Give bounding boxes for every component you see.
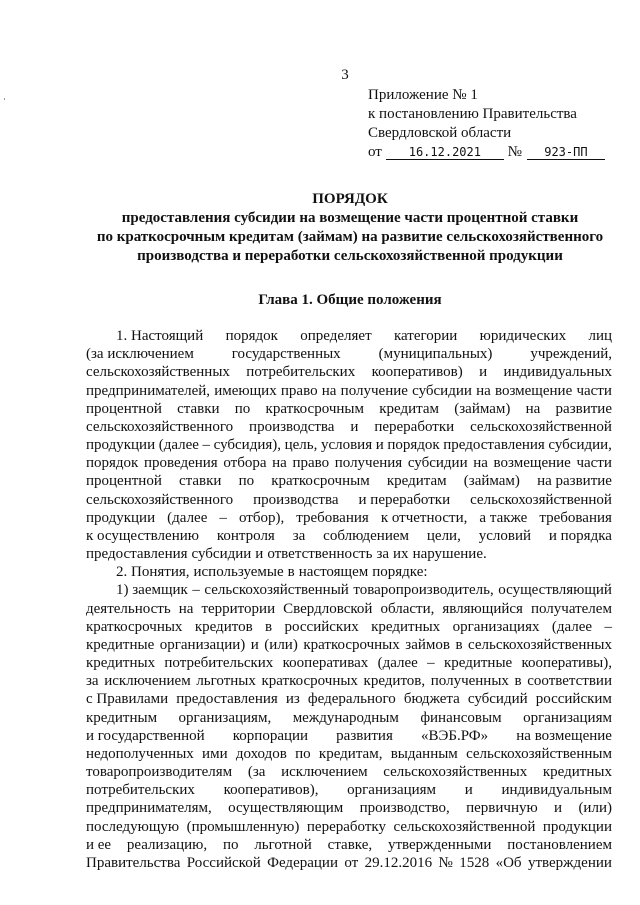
word: нарушение. <box>412 546 487 563</box>
word: 1. Настоящий <box>116 328 204 344</box>
word: субсидии, <box>548 437 612 454</box>
word: учреждений, <box>530 346 612 363</box>
word: порядок <box>86 455 139 472</box>
body-text <box>86 327 612 872</box>
text-line <box>86 400 612 418</box>
word: переработку <box>306 818 386 835</box>
word: (за исключением <box>86 346 194 363</box>
text-line <box>86 763 612 781</box>
word: получения <box>334 455 403 472</box>
word: части <box>576 382 612 399</box>
word: предоставления <box>443 437 545 454</box>
word: и <box>464 782 473 799</box>
word: кредитам <box>379 400 440 417</box>
word: продукции <box>542 818 612 835</box>
word: процентной <box>86 473 162 490</box>
text-line <box>86 382 612 400</box>
annex-date-number-line <box>368 143 605 162</box>
word: льготной <box>254 836 312 853</box>
word: производства <box>249 418 335 435</box>
word: определяет <box>300 328 372 344</box>
word: право <box>280 382 318 399</box>
word: сельскохозяйственным <box>466 745 612 762</box>
word: сельскохозяйственной <box>393 818 536 835</box>
word: условия <box>320 437 373 454</box>
word: с Правилами <box>86 691 169 708</box>
word: ими <box>202 745 228 762</box>
word: производство, <box>359 800 450 817</box>
title-main: ПОРЯДОК <box>312 191 388 207</box>
word: «ВЭБ.РФ» <box>420 727 489 744</box>
word: товаропроизводителям <box>86 764 233 781</box>
word: 1) заемщик <box>116 582 188 599</box>
word: (муниципальных) <box>378 346 493 363</box>
word: из <box>285 691 300 708</box>
word: и <box>255 546 264 563</box>
word: используемые <box>193 564 284 581</box>
paragraph <box>86 563 612 581</box>
word: льготных <box>196 673 256 690</box>
word: на <box>272 455 287 472</box>
word: сельскохозяйственного <box>86 491 234 508</box>
word: требования <box>539 509 612 526</box>
word: займов <box>405 636 450 653</box>
word: (или) <box>578 800 612 817</box>
word: получателем <box>530 600 612 617</box>
word: кредитные <box>443 655 513 672</box>
word: на развитие <box>537 473 612 490</box>
word: ставке, <box>327 836 373 853</box>
word: Федерации <box>267 854 338 871</box>
word: по <box>222 836 239 853</box>
title-line-1: предоставления субсидии на возмещение части процентной ставки <box>121 210 579 226</box>
word: реализацию, <box>126 836 208 853</box>
word: деятельность <box>86 600 171 617</box>
word: цель, <box>284 437 318 454</box>
word: порядке: <box>372 564 428 581</box>
text-line <box>86 327 612 345</box>
word: переработки <box>374 418 455 435</box>
paragraph <box>86 327 612 563</box>
title-line-2: по краткосрочным кредитам (займам) на развитие сельскохозяйственного <box>96 229 604 245</box>
word: по <box>234 400 251 417</box>
word: (или) <box>264 636 298 653</box>
text-line <box>86 818 612 836</box>
word: сельскохозяйственный <box>204 582 349 599</box>
annex-number-field: 923-ПП <box>527 145 605 160</box>
word: настоящем <box>298 564 369 581</box>
word: Российской <box>186 854 261 871</box>
word: осуществляющим <box>228 800 344 817</box>
word: предпринимателям, <box>86 800 212 817</box>
text-line <box>86 618 612 636</box>
word: в <box>455 636 463 653</box>
word: потребительских <box>86 782 195 799</box>
text-line <box>86 654 612 672</box>
word: в <box>265 618 273 635</box>
annex-number-label: № <box>507 144 522 160</box>
word: от <box>344 854 359 871</box>
word: области, <box>380 600 435 617</box>
word: кредитные <box>86 636 155 653</box>
text-line <box>86 563 612 581</box>
word: потребительских <box>164 655 274 672</box>
word: (займам) <box>463 473 520 490</box>
word: краткосрочным <box>265 400 364 417</box>
word: доходов <box>235 745 287 762</box>
word: юридических <box>479 328 567 344</box>
word: соответствии <box>527 673 612 690</box>
word: организациях <box>452 618 540 635</box>
word: краткосрочных <box>303 636 400 653</box>
word: развития <box>336 727 393 744</box>
text-line <box>86 545 612 563</box>
word: корпорации <box>232 727 309 744</box>
word: и порядка <box>548 527 612 544</box>
word: за <box>376 546 390 563</box>
word: и <box>350 418 359 435</box>
word: сельскохозяйственной <box>470 491 612 508</box>
text-line <box>86 581 612 599</box>
word: в <box>287 564 295 581</box>
word: кооперативов) <box>371 364 463 381</box>
word: порядок <box>225 328 278 344</box>
word: исключением <box>281 764 368 781</box>
text-line <box>86 472 612 490</box>
word: утверждении <box>527 854 612 871</box>
annex-line-1: Приложение № 1 <box>368 87 478 103</box>
word: категории <box>393 328 458 344</box>
text-line <box>86 454 612 472</box>
word: ставки <box>179 473 222 490</box>
text-line <box>86 745 612 763</box>
word: – <box>202 437 211 454</box>
margin-mark <box>4 98 5 100</box>
word: и <box>479 364 488 381</box>
word: отбора <box>223 455 267 472</box>
word: по <box>238 473 255 490</box>
word: за <box>292 527 306 544</box>
word: и <box>554 800 563 817</box>
text-line <box>86 600 612 618</box>
word: кредитов, <box>363 673 426 690</box>
annex-date-field: 16.12.2021 <box>386 145 504 160</box>
word: товаропроизводитель, <box>353 582 494 599</box>
word: право <box>292 455 330 472</box>
text-line <box>86 672 612 690</box>
text-line <box>86 727 612 745</box>
word: условий <box>478 527 531 544</box>
word: на <box>321 382 337 399</box>
word: предпринимателей, <box>86 382 211 399</box>
paragraph <box>86 581 612 872</box>
word: на <box>476 382 491 399</box>
text-line <box>86 636 612 654</box>
word: ответственность <box>267 546 373 563</box>
word: к отчетности, <box>380 509 468 526</box>
word: кооперативах <box>282 655 369 672</box>
word: контроля <box>216 527 275 544</box>
word: кредитных <box>86 655 156 672</box>
word: индивидуальным <box>501 782 612 799</box>
word: (промышленную) <box>186 818 300 835</box>
text-line <box>86 836 612 854</box>
word: кооперативов), <box>223 782 319 799</box>
annex-line-2: к постановлению Правительства <box>368 106 577 122</box>
word: организациям <box>347 782 437 799</box>
word: соблюдением <box>323 527 410 544</box>
word: российским <box>535 691 612 708</box>
word: кредитам <box>386 473 447 490</box>
word: по <box>295 745 311 762</box>
text-line <box>86 345 612 363</box>
word: предоставления <box>86 546 188 563</box>
word: проведения <box>143 455 218 472</box>
word: первичную <box>466 800 538 817</box>
word: сельскохозяйственной <box>470 418 612 435</box>
word: (далее <box>377 655 418 672</box>
text-line <box>86 491 612 509</box>
annex-from-label: от <box>368 144 382 160</box>
word: краткосрочных <box>261 673 358 690</box>
word: – <box>604 618 612 635</box>
word: производства <box>253 491 339 508</box>
title-line-3: производства и переработки сельскохозяйственной продукции <box>137 248 563 264</box>
word: международным <box>292 709 399 726</box>
word: лиц <box>588 328 612 344</box>
word: (далее <box>551 618 593 635</box>
word: краткосрочным <box>271 473 370 490</box>
text-line <box>86 509 612 527</box>
word: федерального <box>307 691 396 708</box>
word: субсидии <box>407 455 468 472</box>
word: имеющих <box>214 382 277 399</box>
word: «Об <box>495 854 522 871</box>
word: недополученных <box>86 745 194 762</box>
word: цели, <box>426 527 461 544</box>
word: и <box>375 437 384 454</box>
word: и ее <box>86 836 112 853</box>
word: на <box>473 455 488 472</box>
word: сельскохозяйственных <box>468 636 612 653</box>
chapter-heading: Глава 1. Общие положения <box>258 292 442 308</box>
text-line <box>86 363 612 381</box>
word: и государственной <box>86 727 205 744</box>
document-title <box>60 190 640 266</box>
word: получение <box>340 382 408 399</box>
word: (далее <box>158 437 199 454</box>
word: в <box>514 673 522 690</box>
word: постановлением <box>507 836 612 853</box>
word: субсидия), <box>213 437 281 454</box>
word: краткосрочных <box>86 618 183 635</box>
word: выданным <box>390 745 458 762</box>
annex-block <box>368 86 605 162</box>
word: Свердловской <box>283 600 373 617</box>
word: продукции <box>86 509 156 526</box>
word: сельскохозяйственных <box>86 364 230 381</box>
word: (займам) <box>454 400 511 417</box>
word: продукции <box>86 437 156 454</box>
word: № <box>438 854 453 871</box>
word: возмещение <box>494 382 573 399</box>
word: бюджета <box>403 691 460 708</box>
word: (за <box>247 764 266 781</box>
page-number: 3 <box>341 67 349 83</box>
word: российских <box>284 618 359 635</box>
text-line <box>86 709 612 727</box>
word: – <box>427 655 435 672</box>
word: потребительских <box>246 364 356 381</box>
word: последующую <box>86 818 180 835</box>
word: – <box>219 509 227 526</box>
word: кредитов <box>194 618 253 635</box>
word: и <box>250 636 259 653</box>
word: части <box>576 455 612 472</box>
word: утвержденными <box>387 836 492 853</box>
word: 2. Понятия, <box>116 564 190 581</box>
word: а также <box>479 509 528 526</box>
word: кредитных <box>371 618 441 635</box>
word: субсидий <box>467 691 528 708</box>
word: кооперативы), <box>521 655 612 672</box>
word: кредитным <box>86 709 158 726</box>
word: организации) <box>159 636 246 653</box>
word: 29.12.2016 <box>364 854 433 871</box>
word: требования <box>296 509 369 526</box>
word: субсидии <box>191 546 252 563</box>
word: сельскохозяйственного <box>86 418 234 435</box>
word: ставки <box>177 400 220 417</box>
word: (далее <box>167 509 208 526</box>
word: за <box>86 673 99 690</box>
word: сельскохозяйственных <box>383 764 528 781</box>
word: развитие <box>555 400 612 417</box>
word: Правительства <box>86 854 181 871</box>
word: территории <box>201 600 276 617</box>
word: предоставления <box>176 691 278 708</box>
word: исключением <box>104 673 191 690</box>
word: их <box>393 546 409 563</box>
word: организациям, <box>178 709 272 726</box>
word: финансовым <box>420 709 502 726</box>
word: и переработки <box>358 491 451 508</box>
word: – <box>192 582 200 599</box>
word: отбор), <box>238 509 285 526</box>
text-line <box>86 436 612 454</box>
word: возмещение <box>493 455 571 472</box>
word: государственных <box>231 346 341 363</box>
word: индивидуальных <box>503 364 612 381</box>
text-line <box>86 854 612 872</box>
word: на <box>178 600 194 617</box>
word: субсидии <box>412 382 472 399</box>
text-line <box>86 418 612 436</box>
word: кредитам, <box>318 745 383 762</box>
text-line <box>86 799 612 817</box>
word: организациям <box>523 709 612 726</box>
word: порядок <box>387 437 440 454</box>
annex-line-3: Свердловской области <box>368 125 512 141</box>
word: процентной <box>86 400 162 417</box>
word: кредитных <box>542 764 612 781</box>
word: полученных <box>430 673 509 690</box>
text-line <box>86 690 612 708</box>
word: к осуществлению <box>86 527 199 544</box>
word: 1528 <box>459 854 490 871</box>
word: на возмещение <box>516 727 612 744</box>
word: осуществляющий <box>498 582 612 599</box>
word: являющийся <box>442 600 523 617</box>
text-line <box>86 527 612 545</box>
word: на <box>525 400 541 417</box>
text-line <box>86 781 612 799</box>
